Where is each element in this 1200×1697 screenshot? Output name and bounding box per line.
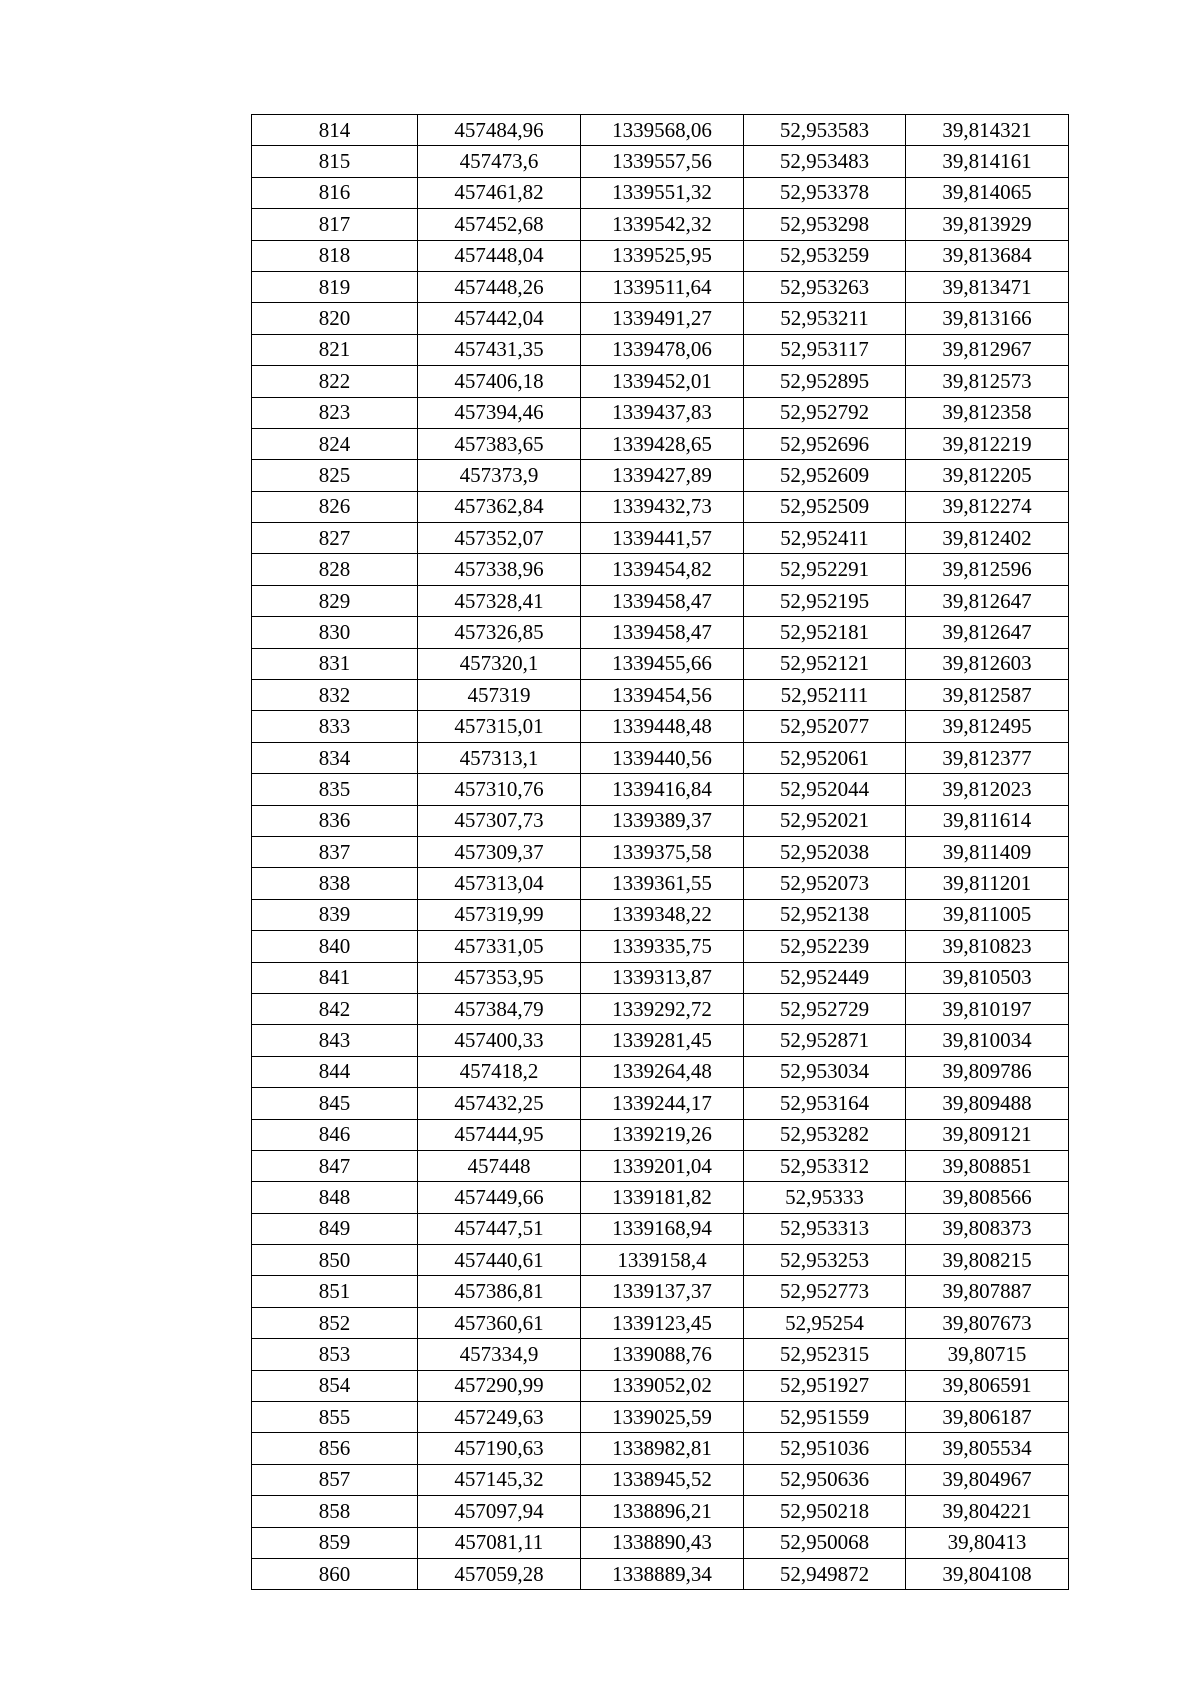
table-row — [252, 1527, 1069, 1558]
y-coordinate-cell: 1339375,58 — [581, 836, 744, 867]
y-coordinate-cell: 1339455,66 — [581, 648, 744, 679]
y-coordinate-cell: 1339281,45 — [581, 1025, 744, 1056]
y-coordinate-cell: 1339427,89 — [581, 460, 744, 491]
latitude-cell: 52,952696 — [744, 428, 906, 459]
longitude-cell: 39,813929 — [906, 209, 1069, 240]
point-number-cell: 853 — [252, 1339, 418, 1370]
point-number-cell: 835 — [252, 774, 418, 805]
table-row — [252, 1213, 1069, 1244]
longitude-cell: 39,807887 — [906, 1276, 1069, 1307]
point-number-cell: 821 — [252, 334, 418, 365]
table-row — [252, 1464, 1069, 1495]
latitude-cell: 52,952239 — [744, 931, 906, 962]
table-row — [252, 1276, 1069, 1307]
latitude-cell: 52,953034 — [744, 1056, 906, 1087]
x-coordinate-cell: 457383,65 — [418, 428, 581, 459]
latitude-cell: 52,95254 — [744, 1307, 906, 1338]
latitude-cell: 52,952895 — [744, 366, 906, 397]
x-coordinate-cell: 457059,28 — [418, 1558, 581, 1589]
x-coordinate-cell: 457386,81 — [418, 1276, 581, 1307]
point-number-cell: 826 — [252, 491, 418, 522]
longitude-cell: 39,812603 — [906, 648, 1069, 679]
x-coordinate-cell: 457190,63 — [418, 1433, 581, 1464]
latitude-cell: 52,952411 — [744, 523, 906, 554]
table-row — [252, 993, 1069, 1024]
y-coordinate-cell: 1339313,87 — [581, 962, 744, 993]
longitude-cell: 39,808566 — [906, 1182, 1069, 1213]
point-number-cell: 857 — [252, 1464, 418, 1495]
table-row — [252, 1119, 1069, 1150]
y-coordinate-cell: 1339525,95 — [581, 240, 744, 271]
x-coordinate-cell: 457406,18 — [418, 366, 581, 397]
x-coordinate-cell: 457461,82 — [418, 177, 581, 208]
point-number-cell: 842 — [252, 993, 418, 1024]
x-coordinate-cell: 457334,9 — [418, 1339, 581, 1370]
y-coordinate-cell: 1339557,56 — [581, 146, 744, 177]
latitude-cell: 52,952073 — [744, 868, 906, 899]
latitude-cell: 52,952509 — [744, 491, 906, 522]
y-coordinate-cell: 1339181,82 — [581, 1182, 744, 1213]
x-coordinate-cell: 457448,26 — [418, 271, 581, 302]
point-number-cell: 839 — [252, 899, 418, 930]
longitude-cell: 39,805534 — [906, 1433, 1069, 1464]
coordinates-table — [251, 114, 1069, 1590]
point-number-cell: 822 — [252, 366, 418, 397]
latitude-cell: 52,952315 — [744, 1339, 906, 1370]
y-coordinate-cell: 1339428,65 — [581, 428, 744, 459]
point-number-cell: 859 — [252, 1527, 418, 1558]
latitude-cell: 52,953259 — [744, 240, 906, 271]
latitude-cell: 52,952038 — [744, 836, 906, 867]
table-row — [252, 648, 1069, 679]
y-coordinate-cell: 1339123,45 — [581, 1307, 744, 1338]
longitude-cell: 39,812495 — [906, 711, 1069, 742]
latitude-cell: 52,952291 — [744, 554, 906, 585]
x-coordinate-cell: 457309,37 — [418, 836, 581, 867]
y-coordinate-cell: 1339458,47 — [581, 617, 744, 648]
longitude-cell: 39,813684 — [906, 240, 1069, 271]
point-number-cell: 855 — [252, 1402, 418, 1433]
table-row — [252, 742, 1069, 773]
y-coordinate-cell: 1339454,56 — [581, 680, 744, 711]
y-coordinate-cell: 1339088,76 — [581, 1339, 744, 1370]
table-row — [252, 554, 1069, 585]
y-coordinate-cell: 1339441,57 — [581, 523, 744, 554]
x-coordinate-cell: 457452,68 — [418, 209, 581, 240]
point-number-cell: 841 — [252, 962, 418, 993]
x-coordinate-cell: 457449,66 — [418, 1182, 581, 1213]
point-number-cell: 844 — [252, 1056, 418, 1087]
x-coordinate-cell: 457307,73 — [418, 805, 581, 836]
point-number-cell: 846 — [252, 1119, 418, 1150]
longitude-cell: 39,806591 — [906, 1370, 1069, 1401]
latitude-cell: 52,953312 — [744, 1150, 906, 1181]
table-row — [252, 931, 1069, 962]
longitude-cell: 39,812647 — [906, 585, 1069, 616]
table-row — [252, 899, 1069, 930]
x-coordinate-cell: 457447,51 — [418, 1213, 581, 1244]
y-coordinate-cell: 1339478,06 — [581, 334, 744, 365]
latitude-cell: 52,952181 — [744, 617, 906, 648]
y-coordinate-cell: 1339244,17 — [581, 1088, 744, 1119]
table-row — [252, 711, 1069, 742]
point-number-cell: 816 — [252, 177, 418, 208]
longitude-cell: 39,812205 — [906, 460, 1069, 491]
y-coordinate-cell: 1339137,37 — [581, 1276, 744, 1307]
table-row — [252, 366, 1069, 397]
x-coordinate-cell: 457097,94 — [418, 1496, 581, 1527]
longitude-cell: 39,811005 — [906, 899, 1069, 930]
table-row — [252, 1370, 1069, 1401]
table-row — [252, 397, 1069, 428]
point-number-cell: 829 — [252, 585, 418, 616]
x-coordinate-cell: 457448 — [418, 1150, 581, 1181]
y-coordinate-cell: 1339335,75 — [581, 931, 744, 962]
table-row — [252, 209, 1069, 240]
longitude-cell: 39,812647 — [906, 617, 1069, 648]
latitude-cell: 52,952773 — [744, 1276, 906, 1307]
table-row — [252, 1088, 1069, 1119]
point-number-cell: 840 — [252, 931, 418, 962]
latitude-cell: 52,951559 — [744, 1402, 906, 1433]
longitude-cell: 39,812587 — [906, 680, 1069, 711]
table-row — [252, 1433, 1069, 1464]
x-coordinate-cell: 457313,1 — [418, 742, 581, 773]
y-coordinate-cell: 1339292,72 — [581, 993, 744, 1024]
table-row — [252, 303, 1069, 334]
x-coordinate-cell: 457418,2 — [418, 1056, 581, 1087]
y-coordinate-cell: 1339437,83 — [581, 397, 744, 428]
longitude-cell: 39,811614 — [906, 805, 1069, 836]
y-coordinate-cell: 1338945,52 — [581, 1464, 744, 1495]
latitude-cell: 52,952609 — [744, 460, 906, 491]
y-coordinate-cell: 1339568,06 — [581, 115, 744, 146]
table-row — [252, 868, 1069, 899]
x-coordinate-cell: 457319,99 — [418, 899, 581, 930]
latitude-cell: 52,953263 — [744, 271, 906, 302]
y-coordinate-cell: 1339361,55 — [581, 868, 744, 899]
table-row — [252, 585, 1069, 616]
table-row — [252, 428, 1069, 459]
latitude-cell: 52,952061 — [744, 742, 906, 773]
longitude-cell: 39,809488 — [906, 1088, 1069, 1119]
longitude-cell: 39,804221 — [906, 1496, 1069, 1527]
longitude-cell: 39,810823 — [906, 931, 1069, 962]
y-coordinate-cell: 1338889,34 — [581, 1558, 744, 1589]
longitude-cell: 39,808373 — [906, 1213, 1069, 1244]
longitude-cell: 39,808215 — [906, 1245, 1069, 1276]
latitude-cell: 52,950636 — [744, 1464, 906, 1495]
y-coordinate-cell: 1339511,64 — [581, 271, 744, 302]
point-number-cell: 827 — [252, 523, 418, 554]
point-number-cell: 823 — [252, 397, 418, 428]
latitude-cell: 52,950218 — [744, 1496, 906, 1527]
latitude-cell: 52,953313 — [744, 1213, 906, 1244]
table-row — [252, 1307, 1069, 1338]
latitude-cell: 52,952077 — [744, 711, 906, 742]
longitude-cell: 39,812967 — [906, 334, 1069, 365]
x-coordinate-cell: 457484,96 — [418, 115, 581, 146]
y-coordinate-cell: 1339542,32 — [581, 209, 744, 240]
table-row — [252, 146, 1069, 177]
y-coordinate-cell: 1339416,84 — [581, 774, 744, 805]
longitude-cell: 39,809786 — [906, 1056, 1069, 1087]
point-number-cell: 850 — [252, 1245, 418, 1276]
point-number-cell: 851 — [252, 1276, 418, 1307]
longitude-cell: 39,812023 — [906, 774, 1069, 805]
x-coordinate-cell: 457442,04 — [418, 303, 581, 334]
point-number-cell: 824 — [252, 428, 418, 459]
longitude-cell: 39,812377 — [906, 742, 1069, 773]
x-coordinate-cell: 457360,61 — [418, 1307, 581, 1338]
table-row — [252, 271, 1069, 302]
x-coordinate-cell: 457249,63 — [418, 1402, 581, 1433]
table-row — [252, 617, 1069, 648]
table-row — [252, 491, 1069, 522]
longitude-cell: 39,80715 — [906, 1339, 1069, 1370]
point-number-cell: 830 — [252, 617, 418, 648]
latitude-cell: 52,951927 — [744, 1370, 906, 1401]
longitude-cell: 39,80413 — [906, 1527, 1069, 1558]
y-coordinate-cell: 1339389,37 — [581, 805, 744, 836]
y-coordinate-cell: 1339264,48 — [581, 1056, 744, 1087]
table-row — [252, 1245, 1069, 1276]
latitude-cell: 52,952871 — [744, 1025, 906, 1056]
x-coordinate-cell: 457310,76 — [418, 774, 581, 805]
longitude-cell: 39,813166 — [906, 303, 1069, 334]
x-coordinate-cell: 457473,6 — [418, 146, 581, 177]
x-coordinate-cell: 457326,85 — [418, 617, 581, 648]
longitude-cell: 39,812219 — [906, 428, 1069, 459]
longitude-cell: 39,810197 — [906, 993, 1069, 1024]
longitude-cell: 39,814321 — [906, 115, 1069, 146]
point-number-cell: 833 — [252, 711, 418, 742]
longitude-cell: 39,812596 — [906, 554, 1069, 585]
point-number-cell: 815 — [252, 146, 418, 177]
table-row — [252, 680, 1069, 711]
latitude-cell: 52,952449 — [744, 962, 906, 993]
point-number-cell: 825 — [252, 460, 418, 491]
longitude-cell: 39,813471 — [906, 271, 1069, 302]
point-number-cell: 831 — [252, 648, 418, 679]
y-coordinate-cell: 1339440,56 — [581, 742, 744, 773]
y-coordinate-cell: 1339052,02 — [581, 1370, 744, 1401]
point-number-cell: 817 — [252, 209, 418, 240]
latitude-cell: 52,952021 — [744, 805, 906, 836]
x-coordinate-cell: 457081,11 — [418, 1527, 581, 1558]
longitude-cell: 39,810503 — [906, 962, 1069, 993]
latitude-cell: 52,953117 — [744, 334, 906, 365]
longitude-cell: 39,810034 — [906, 1025, 1069, 1056]
table-row — [252, 115, 1069, 146]
point-number-cell: 837 — [252, 836, 418, 867]
point-number-cell: 848 — [252, 1182, 418, 1213]
x-coordinate-cell: 457353,95 — [418, 962, 581, 993]
table-row — [252, 805, 1069, 836]
longitude-cell: 39,811201 — [906, 868, 1069, 899]
table-row — [252, 1558, 1069, 1589]
latitude-cell: 52,952121 — [744, 648, 906, 679]
y-coordinate-cell: 1339158,4 — [581, 1245, 744, 1276]
y-coordinate-cell: 1339201,04 — [581, 1150, 744, 1181]
x-coordinate-cell: 457352,07 — [418, 523, 581, 554]
point-number-cell: 814 — [252, 115, 418, 146]
longitude-cell: 39,811409 — [906, 836, 1069, 867]
table-row — [252, 1339, 1069, 1370]
x-coordinate-cell: 457315,01 — [418, 711, 581, 742]
point-number-cell: 818 — [252, 240, 418, 271]
x-coordinate-cell: 457313,04 — [418, 868, 581, 899]
latitude-cell: 52,950068 — [744, 1527, 906, 1558]
longitude-cell: 39,804108 — [906, 1558, 1069, 1589]
latitude-cell: 52,953282 — [744, 1119, 906, 1150]
y-coordinate-cell: 1339452,01 — [581, 366, 744, 397]
x-coordinate-cell: 457338,96 — [418, 554, 581, 585]
x-coordinate-cell: 457394,46 — [418, 397, 581, 428]
x-coordinate-cell: 457440,61 — [418, 1245, 581, 1276]
y-coordinate-cell: 1339348,22 — [581, 899, 744, 930]
longitude-cell: 39,812358 — [906, 397, 1069, 428]
x-coordinate-cell: 457444,95 — [418, 1119, 581, 1150]
table-row — [252, 1025, 1069, 1056]
y-coordinate-cell: 1339551,32 — [581, 177, 744, 208]
y-coordinate-cell: 1339491,27 — [581, 303, 744, 334]
x-coordinate-cell: 457373,9 — [418, 460, 581, 491]
y-coordinate-cell: 1338890,43 — [581, 1527, 744, 1558]
latitude-cell: 52,952195 — [744, 585, 906, 616]
point-number-cell: 843 — [252, 1025, 418, 1056]
point-number-cell: 858 — [252, 1496, 418, 1527]
table-row — [252, 962, 1069, 993]
point-number-cell: 854 — [252, 1370, 418, 1401]
latitude-cell: 52,953164 — [744, 1088, 906, 1119]
longitude-cell: 39,814065 — [906, 177, 1069, 208]
latitude-cell: 52,952138 — [744, 899, 906, 930]
latitude-cell: 52,953483 — [744, 146, 906, 177]
x-coordinate-cell: 457145,32 — [418, 1464, 581, 1495]
table-row — [252, 774, 1069, 805]
table-row — [252, 1402, 1069, 1433]
point-number-cell: 860 — [252, 1558, 418, 1589]
table-row — [252, 1182, 1069, 1213]
latitude-cell: 52,953583 — [744, 115, 906, 146]
x-coordinate-cell: 457328,41 — [418, 585, 581, 616]
longitude-cell: 39,814161 — [906, 146, 1069, 177]
point-number-cell: 845 — [252, 1088, 418, 1119]
latitude-cell: 52,953378 — [744, 177, 906, 208]
point-number-cell: 820 — [252, 303, 418, 334]
x-coordinate-cell: 457384,79 — [418, 993, 581, 1024]
latitude-cell: 52,953211 — [744, 303, 906, 334]
point-number-cell: 819 — [252, 271, 418, 302]
x-coordinate-cell: 457320,1 — [418, 648, 581, 679]
x-coordinate-cell: 457331,05 — [418, 931, 581, 962]
point-number-cell: 856 — [252, 1433, 418, 1464]
table-row — [252, 1150, 1069, 1181]
table-row — [252, 1496, 1069, 1527]
longitude-cell: 39,812573 — [906, 366, 1069, 397]
longitude-cell: 39,809121 — [906, 1119, 1069, 1150]
table-row — [252, 523, 1069, 554]
x-coordinate-cell: 457431,35 — [418, 334, 581, 365]
x-coordinate-cell: 457290,99 — [418, 1370, 581, 1401]
table-row — [252, 460, 1069, 491]
point-number-cell: 849 — [252, 1213, 418, 1244]
point-number-cell: 834 — [252, 742, 418, 773]
point-number-cell: 836 — [252, 805, 418, 836]
longitude-cell: 39,806187 — [906, 1402, 1069, 1433]
table-row — [252, 1056, 1069, 1087]
longitude-cell: 39,807673 — [906, 1307, 1069, 1338]
longitude-cell: 39,808851 — [906, 1150, 1069, 1181]
table-row — [252, 334, 1069, 365]
y-coordinate-cell: 1339219,26 — [581, 1119, 744, 1150]
y-coordinate-cell: 1338896,21 — [581, 1496, 744, 1527]
latitude-cell: 52,952111 — [744, 680, 906, 711]
latitude-cell: 52,952729 — [744, 993, 906, 1024]
x-coordinate-cell: 457432,25 — [418, 1088, 581, 1119]
point-number-cell: 832 — [252, 680, 418, 711]
longitude-cell: 39,804967 — [906, 1464, 1069, 1495]
table-row — [252, 177, 1069, 208]
y-coordinate-cell: 1339454,82 — [581, 554, 744, 585]
point-number-cell: 847 — [252, 1150, 418, 1181]
table-row — [252, 836, 1069, 867]
y-coordinate-cell: 1339168,94 — [581, 1213, 744, 1244]
latitude-cell: 52,95333 — [744, 1182, 906, 1213]
x-coordinate-cell: 457400,33 — [418, 1025, 581, 1056]
y-coordinate-cell: 1339432,73 — [581, 491, 744, 522]
table-row — [252, 240, 1069, 271]
latitude-cell: 52,952792 — [744, 397, 906, 428]
y-coordinate-cell: 1338982,81 — [581, 1433, 744, 1464]
x-coordinate-cell: 457319 — [418, 680, 581, 711]
latitude-cell: 52,953298 — [744, 209, 906, 240]
y-coordinate-cell: 1339025,59 — [581, 1402, 744, 1433]
latitude-cell: 52,952044 — [744, 774, 906, 805]
latitude-cell: 52,953253 — [744, 1245, 906, 1276]
latitude-cell: 52,951036 — [744, 1433, 906, 1464]
x-coordinate-cell: 457362,84 — [418, 491, 581, 522]
y-coordinate-cell: 1339448,48 — [581, 711, 744, 742]
longitude-cell: 39,812274 — [906, 491, 1069, 522]
latitude-cell: 52,949872 — [744, 1558, 906, 1589]
y-coordinate-cell: 1339458,47 — [581, 585, 744, 616]
longitude-cell: 39,812402 — [906, 523, 1069, 554]
x-coordinate-cell: 457448,04 — [418, 240, 581, 271]
point-number-cell: 838 — [252, 868, 418, 899]
point-number-cell: 828 — [252, 554, 418, 585]
coordinates-table-body — [252, 115, 1069, 1590]
point-number-cell: 852 — [252, 1307, 418, 1338]
